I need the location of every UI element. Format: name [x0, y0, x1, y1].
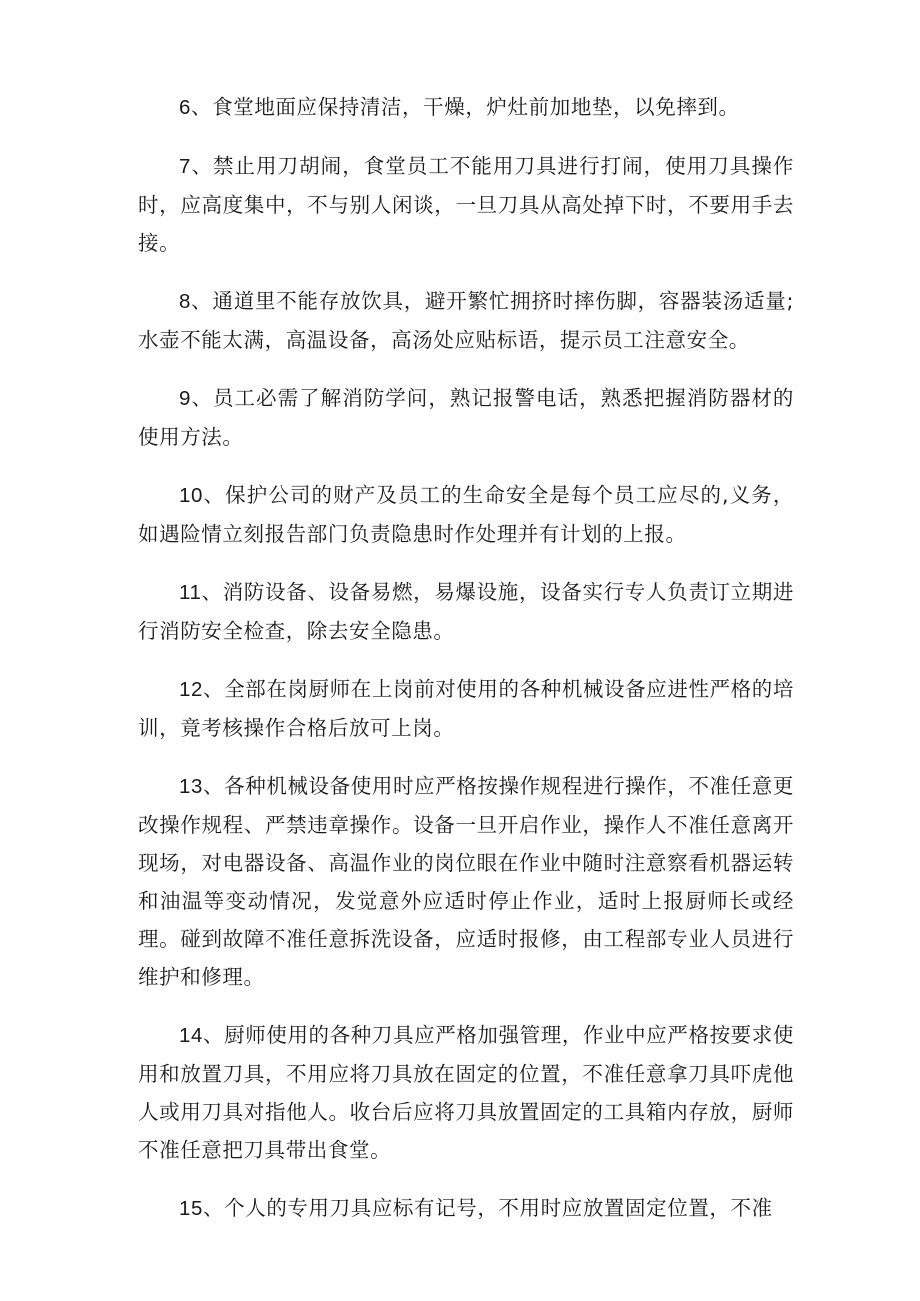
- paragraph-7: [138, 147, 794, 262]
- paragraph-8: [138, 282, 794, 359]
- paragraph-15: [138, 1189, 794, 1228]
- paragraph-text: 、各种机械设备使用时应严格按操作规程进行操作，不准任意更改操作规程、严禁违章操作。设备一旦开启作业，操作人不准任意离开现场，对电器设备、高温作业的岗位眼在作业中随时注意察看机器运转和油温等变动情况，发觉意外应适时停止作业，适时上报厨师长或经理。碰到故障不准任意拆洗设备，应适时报修，由工程部专业人员进行维护和修理。: [138, 774, 794, 989]
- paragraph-number: 10: [179, 484, 204, 507]
- paragraph-text: 、员工必需了解消防学问，熟记报警电话，熟悉把握消防器材的使用方法。: [138, 386, 794, 449]
- paragraph-14: [138, 1016, 794, 1169]
- paragraph-text: 、个人的专用刀具应标有记号，不用时应放置固定位置，不准: [203, 1196, 773, 1220]
- document-page: [138, 88, 794, 1248]
- paragraph-number: 14: [179, 1024, 204, 1047]
- paragraph-13: [138, 767, 794, 996]
- paragraph-10: [138, 476, 794, 553]
- paragraph-text: 、通道里不能存放饮具，避开繁忙拥挤时摔伤脚，容器装汤适量;水壶不能太满，高温设备，高汤处应贴标语，提示员工注意安全。: [138, 289, 794, 352]
- paragraph-number: 9: [179, 387, 192, 410]
- paragraph-text: 、禁止用刀胡闹，食堂员工不能用刀具进行打闹，使用刀具操作时，应高度集中，不与别人闲谈，一旦刀具从高处掉下时，不要用手去接。: [138, 154, 794, 255]
- paragraph-number: 13: [179, 775, 204, 798]
- paragraph-9: [138, 379, 794, 456]
- paragraph-number: 12: [179, 678, 204, 701]
- paragraph-text: 、保护公司的财产及员工的生命安全是每个员工应尽的,义务，如遇险情立刻报告部门负责隐患时作处理并有计划的上报。: [138, 483, 794, 546]
- paragraph-number: 7: [179, 155, 192, 178]
- paragraph-number: 11: [179, 581, 202, 604]
- paragraph-text: 、厨师使用的各种刀具应严格加强管理，作业中应严格按要求使用和放置刀具，不用应将刀具放在固定的位置，不准任意拿刀具吓虎他人或用刀具对指他人。收台后应将刀具放置固定的工具箱内存放，厨师不准任意把刀具带出食堂。: [138, 1023, 794, 1162]
- paragraph-text: 、消防设备、设备易燃，易爆设施，设备实行专人负责订立期进行消防安全检查，除去安全隐患。: [138, 580, 794, 643]
- paragraph-6: [138, 88, 794, 127]
- paragraph-12: [138, 670, 794, 747]
- paragraph-number: 15: [179, 1197, 204, 1220]
- paragraph-text: 、食堂地面应保持清洁，干燥，炉灶前加地垫，以免摔到。: [191, 95, 740, 119]
- paragraph-number: 8: [179, 290, 192, 313]
- paragraph-11: [138, 573, 794, 650]
- paragraph-text: 、全部在岗厨师在上岗前对使用的各种机械设备应进性严格的培训，竟考核操作合格后放可上岗。: [138, 677, 794, 740]
- paragraph-number: 6: [179, 96, 192, 119]
